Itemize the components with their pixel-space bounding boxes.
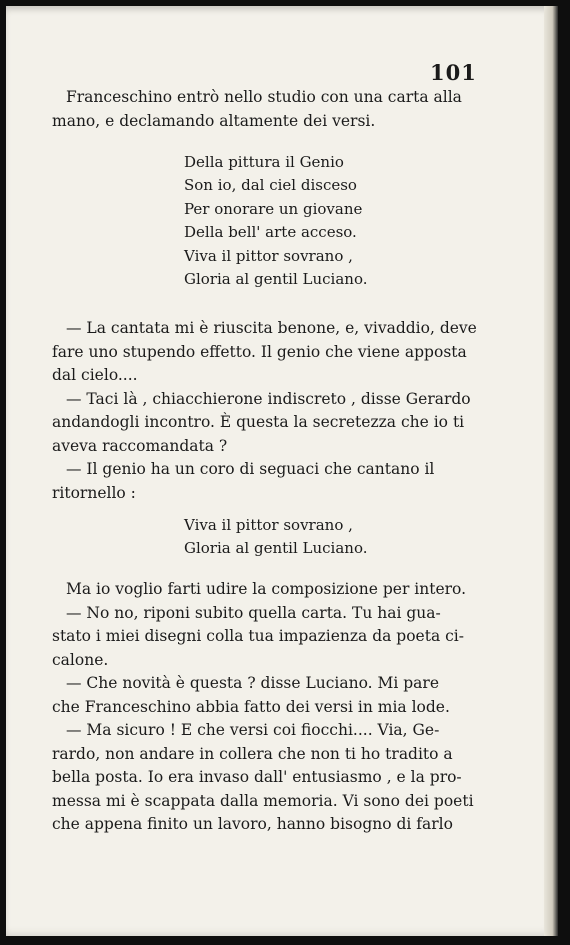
text-line: stato i miei disegni colla tua impazienza da poeta ci- [52,627,464,645]
verse-stanza [184,151,368,291]
text-line: Franceschino entrò nello studio con una carta alla [66,88,462,106]
text-line: — La cantata mi è riuscita benone, e, vivaddio, deve [66,319,477,337]
verse-line: Viva il pittor sovrano , [184,516,353,534]
verse-line: Viva il pittor sovrano , [184,246,353,265]
verse-line: Son io, dal ciel disceso [184,176,357,195]
page-number: 101 [430,60,477,85]
text-line: messa mi è scappata dalla memoria. Vi sono dei poeti [52,791,474,810]
text-line: che Franceschino abbia fatto dei versi in mia lode. [52,697,450,716]
text-line: andandogli incontro. È questa la secretezza che io ti [52,413,465,431]
dialogue-block [52,317,490,505]
text-line: — Taci là , chiacchierone indiscreto , disse Gerardo [66,389,471,408]
text-line: calone. [52,650,109,669]
text-line: che appena finito un lavoro, hanno bisogno di farlo [52,815,453,833]
verse-line: Gloria al gentil Luciano. [184,270,368,289]
text-line: bella posta. Io era invaso dall' entusiasmo , e la pro- [52,768,462,786]
text-line: mano, e declamando altamente dei versi. [52,111,376,130]
text-line: fare uno stupendo effetto. Il genio che viene apposta [52,342,467,361]
dialogue-block [52,578,490,837]
page-edge-shadow [544,6,558,936]
book-page [6,6,558,936]
verse-line: Della bell' arte acceso. [184,223,357,242]
verse-line: Della pittura il Genio [184,153,344,171]
text-line: — No no, riponi subito quella carta. Tu hai gua- [66,603,441,622]
verse-line: Gloria al gentil Luciano. [184,539,368,558]
text-line: — Il genio ha un coro di seguaci che cantano il [66,460,435,478]
text-line: — Ma sicuro ! E che versi coi fiocchi.... Via, Ge- [66,721,440,739]
text-line: — Che novità è questa ? disse Luciano. Mi pare [66,674,439,692]
text-line: ritornello : [52,483,136,502]
verse-line: Per onorare un giovane [184,199,363,218]
text-line: aveva raccomandata ? [52,436,228,455]
verse-refrain [184,514,368,561]
text-line: dal cielo.... [52,366,138,384]
paragraph-intro [52,86,490,133]
text-line: rardo, non andare in collera che non ti ho tradito a [52,744,453,763]
text-line: Ma io voglio farti udire la composizione per intero. [66,580,467,598]
